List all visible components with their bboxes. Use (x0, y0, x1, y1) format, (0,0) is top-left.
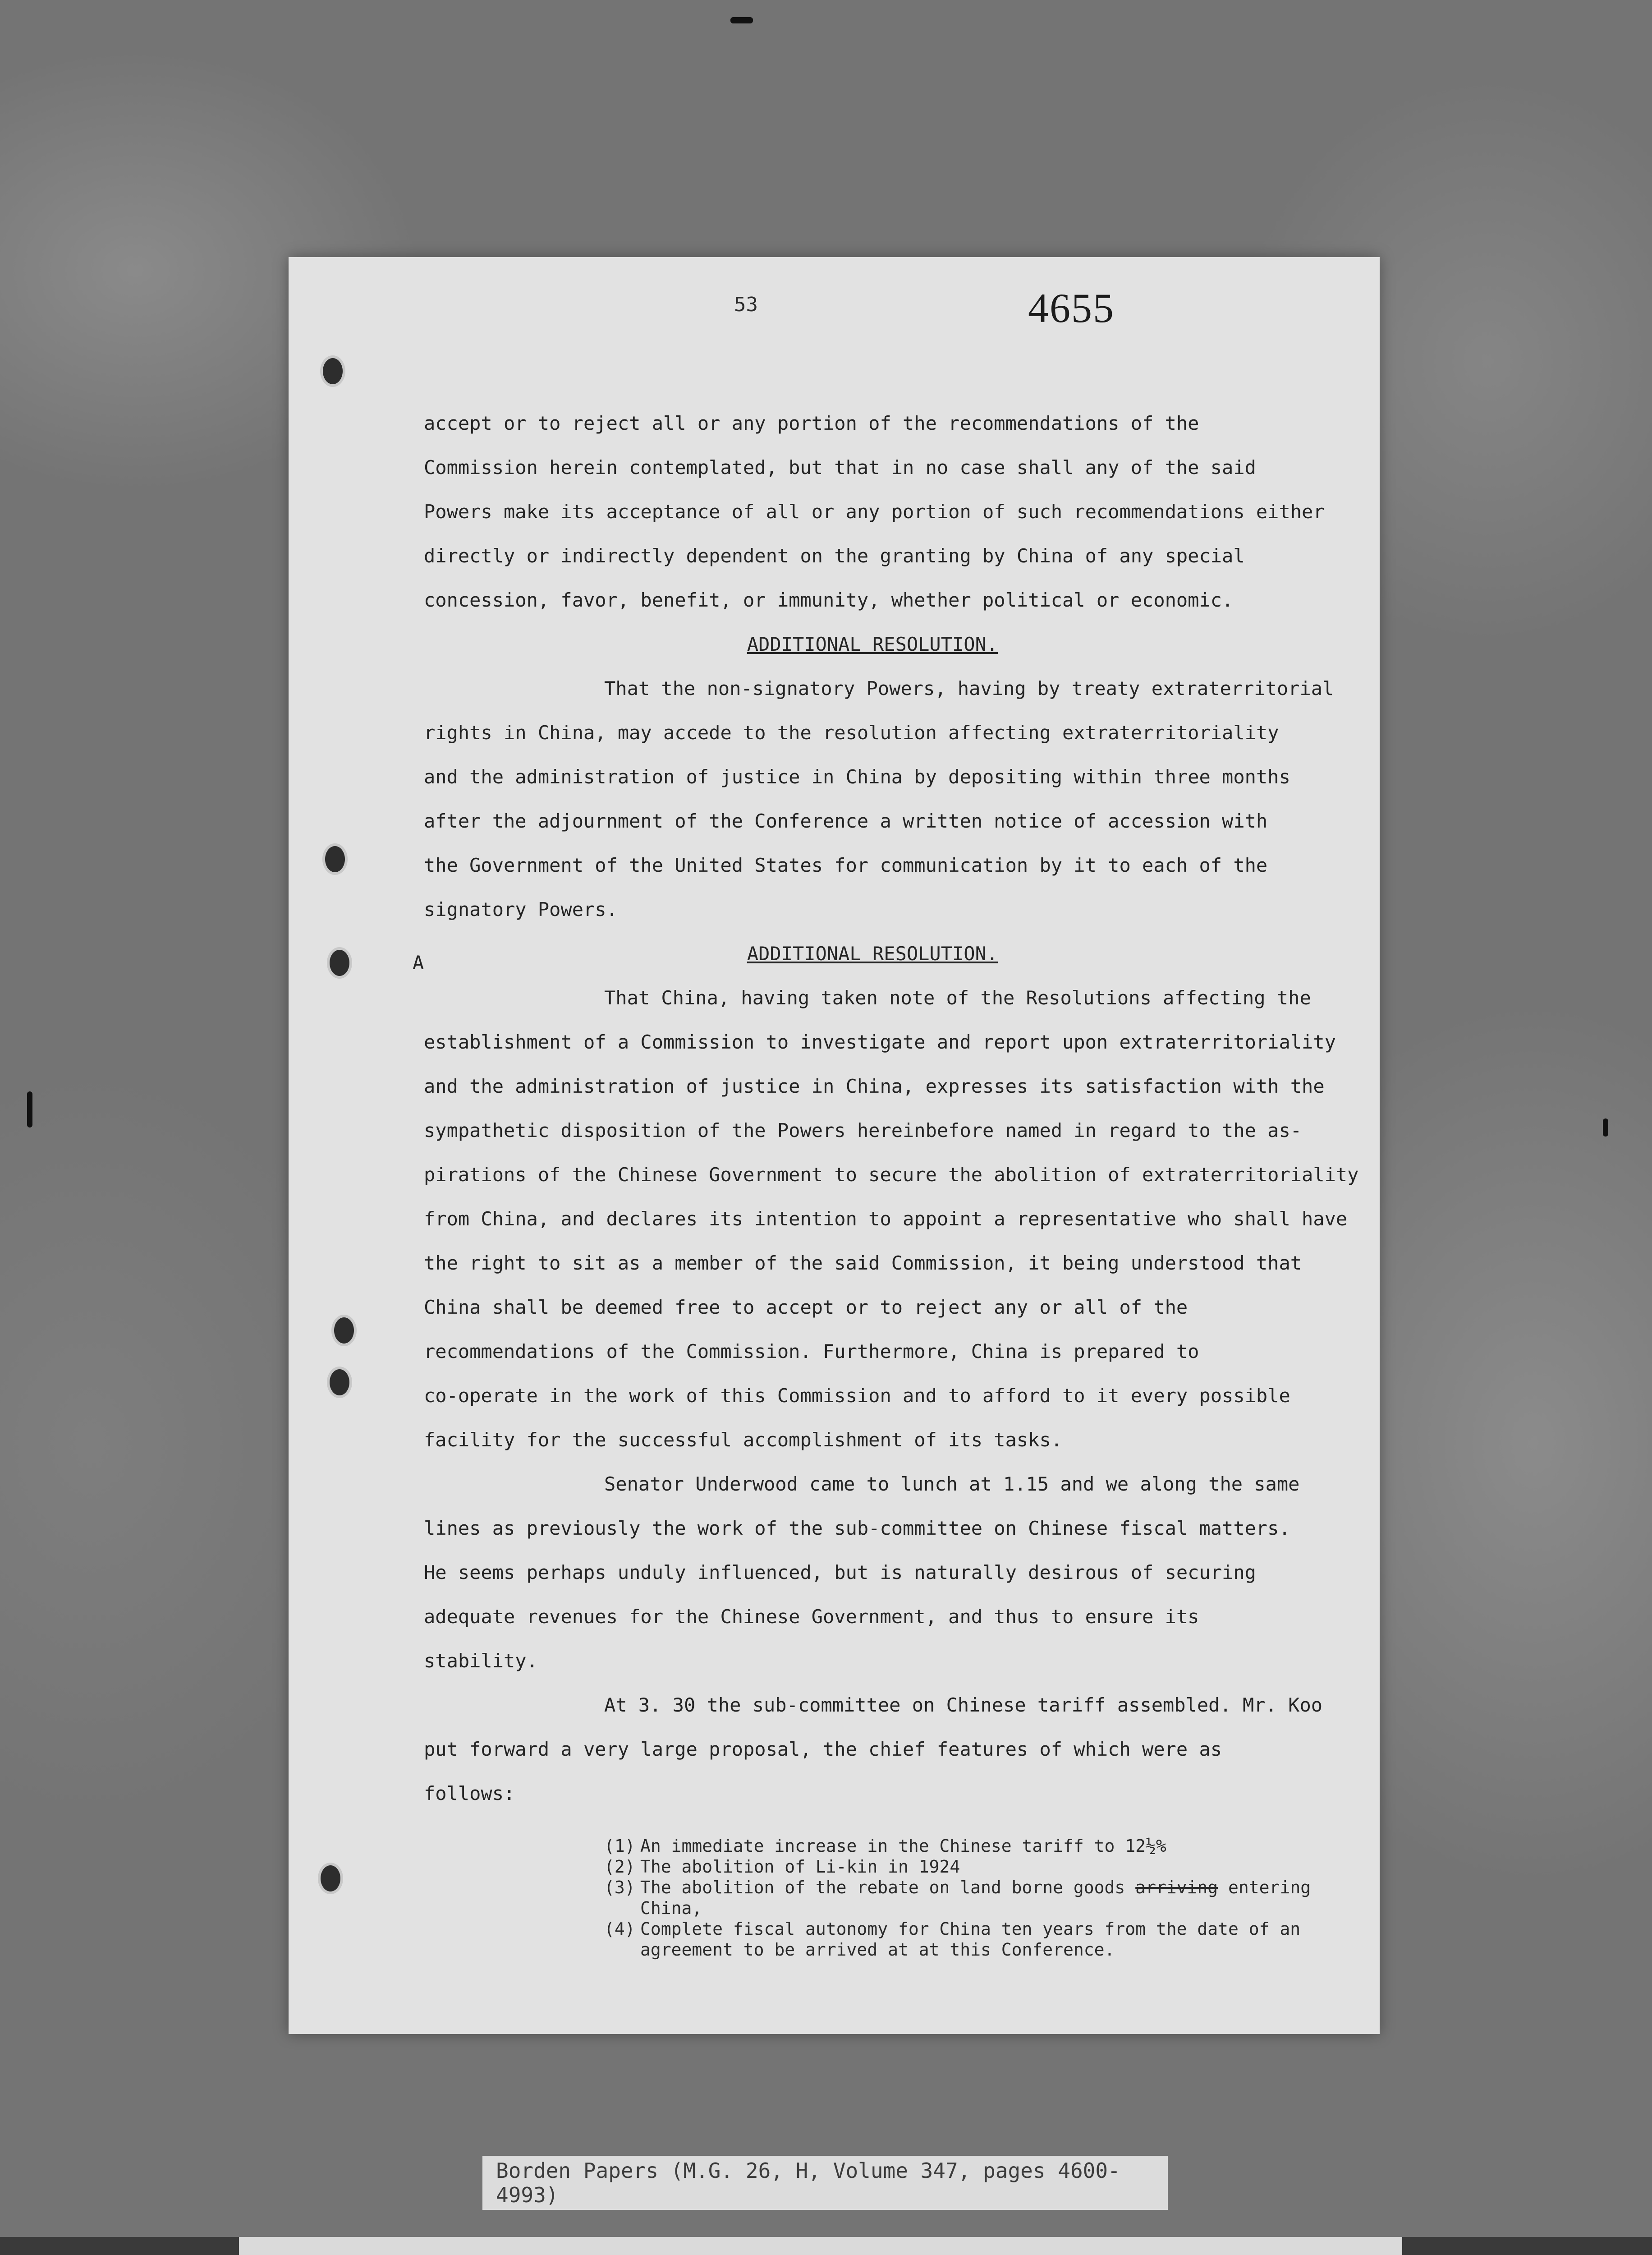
list-item (604, 1877, 1326, 1919)
paragraph-3 (424, 976, 1359, 1462)
list-text: Complete fiscal autonomy for China ten years from the date of an agreement to be arrived at at this Conference. (640, 1919, 1301, 1960)
punch-hole (327, 1367, 352, 1398)
text-line: adequate revenues for the Chinese Government, and thus to ensure its (424, 1606, 1199, 1628)
proposal-list (604, 1836, 1326, 1960)
text-line: from China, and declares its intention to appoint a representative who shall have (424, 1208, 1348, 1230)
text-line: Commission herein contemplated, but that in no case shall any of the said (424, 456, 1256, 479)
list-number: (2) (604, 1857, 635, 1877)
paragraph-4 (424, 1462, 1353, 1683)
text-line: At 3. 30 the sub-committee on Chinese tariff assembled. Mr. Koo (604, 1694, 1323, 1716)
text-line: lines as previously the work of the sub-committee on Chinese fiscal matters. (424, 1517, 1290, 1539)
text-line: recommendations of the Commission. Furthermore, China is prepared to (424, 1340, 1199, 1362)
text-line: pirations of the Chinese Government to secure the abolition of extraterritoriality (424, 1164, 1359, 1186)
text-line: That the non-signatory Powers, having by treaty extraterritorial (604, 677, 1334, 700)
collection-caption: Borden Papers (M.G. 26, H, Volume 347, pages 4600-4993) (482, 2156, 1168, 2210)
text-line: co-operate in the work of this Commission and to afford to it every possible (424, 1385, 1290, 1407)
film-edge-mark-right (1603, 1118, 1608, 1137)
list-text (640, 1877, 1326, 1919)
text-line: sympathetic disposition of the Powers hereinbefore named in regard to the as- (424, 1119, 1302, 1141)
text-line: stability. (424, 1650, 538, 1672)
text-line: facility for the successful accomplishment of its tasks. (424, 1429, 1063, 1451)
text-line: the Government of the United States for communication by it to each of the (424, 854, 1268, 876)
margin-mark: A (413, 952, 424, 974)
struck-word: arriving (1135, 1878, 1218, 1897)
text-line: follows: (424, 1782, 515, 1804)
text-line: concession, favor, benefit, or immunity, whether political or economic. (424, 589, 1234, 611)
film-top-mark (730, 17, 753, 23)
list-item (604, 1836, 1326, 1856)
paragraph-1 (424, 401, 1353, 622)
text-line: establishment of a Commission to investigate and report upon extraterritoriality (424, 1031, 1336, 1053)
text-line: rights in China, may accede to the resolution affecting extraterritoriality (424, 722, 1279, 744)
list-text: An immediate increase in the Chinese tariff to 12½% (640, 1836, 1166, 1856)
document-body (424, 401, 1359, 1816)
list-number: (3) (604, 1878, 635, 1897)
film-edge-mark-left (27, 1091, 32, 1128)
text-line: and the administration of justice in China, expresses its satisfaction with the (424, 1075, 1325, 1097)
text-line: signatory Powers. (424, 898, 618, 920)
section-heading: ADDITIONAL RESOLUTION. (747, 633, 998, 655)
text-line: directly or indirectly dependent on the granting by China of any special (424, 545, 1245, 567)
document-page (289, 257, 1380, 2034)
list-number: (4) (604, 1919, 635, 1939)
punch-hole (327, 947, 352, 979)
page-number: 53 (734, 293, 758, 316)
text-line: China shall be deemed free to accept or to reject any or all of the (424, 1296, 1188, 1318)
text-line: He seems perhaps unduly influenced, but is naturally desirous of securing (424, 1561, 1256, 1583)
list-text-part: The abolition of the rebate on land borne goods (640, 1878, 1136, 1897)
list-item (604, 1919, 1326, 1960)
list-number: (1) (604, 1836, 635, 1856)
paragraph-2 (424, 667, 1353, 932)
list-text: The abolition of Li-kin in 1924 (640, 1857, 960, 1877)
text-line: after the adjournment of the Conference a written notice of accession with (424, 810, 1268, 832)
folio-number: 4655 (1028, 285, 1115, 331)
text-line: the right to sit as a member of the said Commission, it being understood that (424, 1252, 1302, 1274)
list-item (604, 1856, 1326, 1877)
text-line: and the administration of justice in China by depositing within three months (424, 766, 1290, 788)
punch-hole (331, 1315, 357, 1346)
punch-hole (318, 1863, 343, 1894)
text-line: Senator Underwood came to lunch at 1.15 and we along the same (604, 1473, 1300, 1495)
text-line: accept or to reject all or any portion of the recommendations of the (424, 412, 1199, 434)
paragraph-5 (424, 1683, 1353, 1816)
text-line: Powers make its acceptance of all or any portion of such recommendations either (424, 501, 1325, 523)
archives-label (239, 2237, 1402, 2255)
section-heading: ADDITIONAL RESOLUTION. (747, 943, 998, 965)
text-line: put forward a very large proposal, the chief features of which were as (424, 1738, 1222, 1760)
punch-hole (320, 355, 345, 387)
text-line: That China, having taken note of the Resolutions affecting the (604, 987, 1311, 1009)
list-text-part: entering China, (640, 1878, 1311, 1918)
punch-hole (322, 843, 348, 875)
